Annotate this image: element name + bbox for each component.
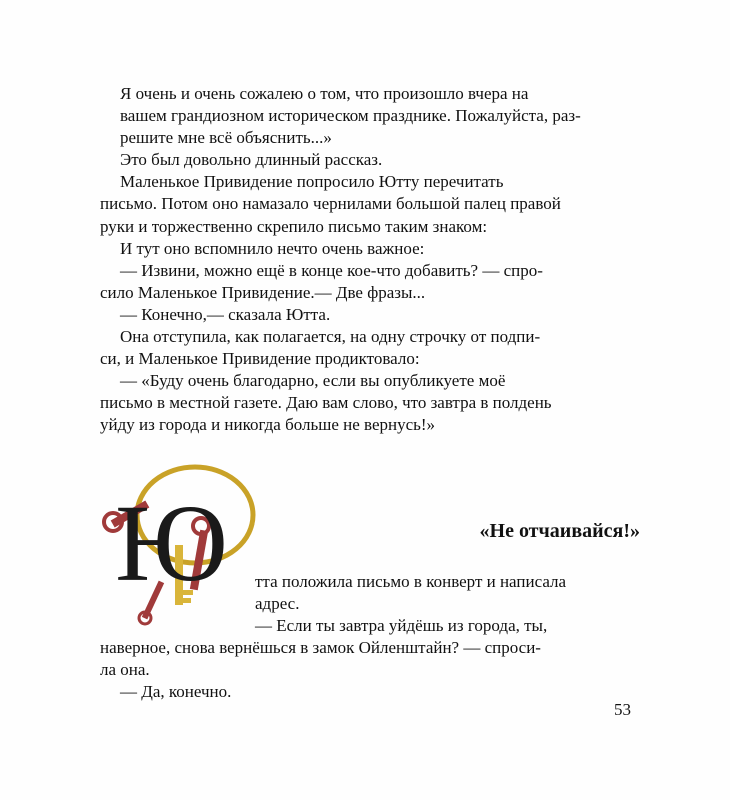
text-line: руки и торжественно скрепило письмо таким знаком: (100, 216, 488, 236)
text-line: — Да, конечно. (120, 682, 232, 701)
text-line: наверное, снова вернёшься в замок Ойленштайн? — спроси- (100, 638, 541, 657)
text-line: — «Буду очень благодарно, если вы опубликуете моё (120, 371, 506, 391)
text-line: — Конечно,— сказала Ютта. (120, 304, 331, 324)
text-line: ла она. (100, 660, 150, 679)
text-line: уйду из города и никогда больше не вернусь!» (100, 415, 436, 435)
chapter-text-block (100, 571, 637, 703)
text-line: Маленькое Привидение попросило Ютту перечитать (120, 172, 504, 192)
text-line: вашем грандиозном историческом празднике. Пожалуйста, раз- (120, 106, 581, 126)
dropcap-letter: Ю (115, 482, 229, 604)
text-line: Она отступила, как полагается, на одну строчку от подпи- (120, 327, 541, 347)
main-text-block (100, 83, 637, 437)
page-number: 53 (614, 700, 631, 719)
text-line: решите мне всё объяснить...» (120, 128, 332, 148)
text-line: письмо в местной газете. Даю вам слово, что завтра в полдень (100, 393, 552, 413)
text-line: — Извини, можно ещё в конце кое-что добавить? — спро- (120, 260, 543, 280)
text-line: письмо. Потом оно намазало чернилами большой палец правой (100, 194, 561, 214)
text-line: си, и Маленькое Привидение продиктовало: (100, 349, 420, 369)
text-line: Я очень и очень сожалею о том, что произошло вчера на (120, 84, 529, 103)
text-line: Это был довольно длинный рассказ. (120, 150, 383, 170)
text-line: сило Маленькое Привидение.— Две фразы... (100, 282, 426, 302)
text-line: адрес. (255, 594, 300, 613)
text-line: тта положила письмо в конверт и написала (255, 572, 567, 591)
text-line: — Если ты завтра уйдёшь из города, ты, (255, 616, 548, 635)
text-line: И тут оно вспомнило нечто очень важное: (120, 238, 425, 258)
chapter-heading: «Не отчаивайся!» (479, 520, 640, 542)
